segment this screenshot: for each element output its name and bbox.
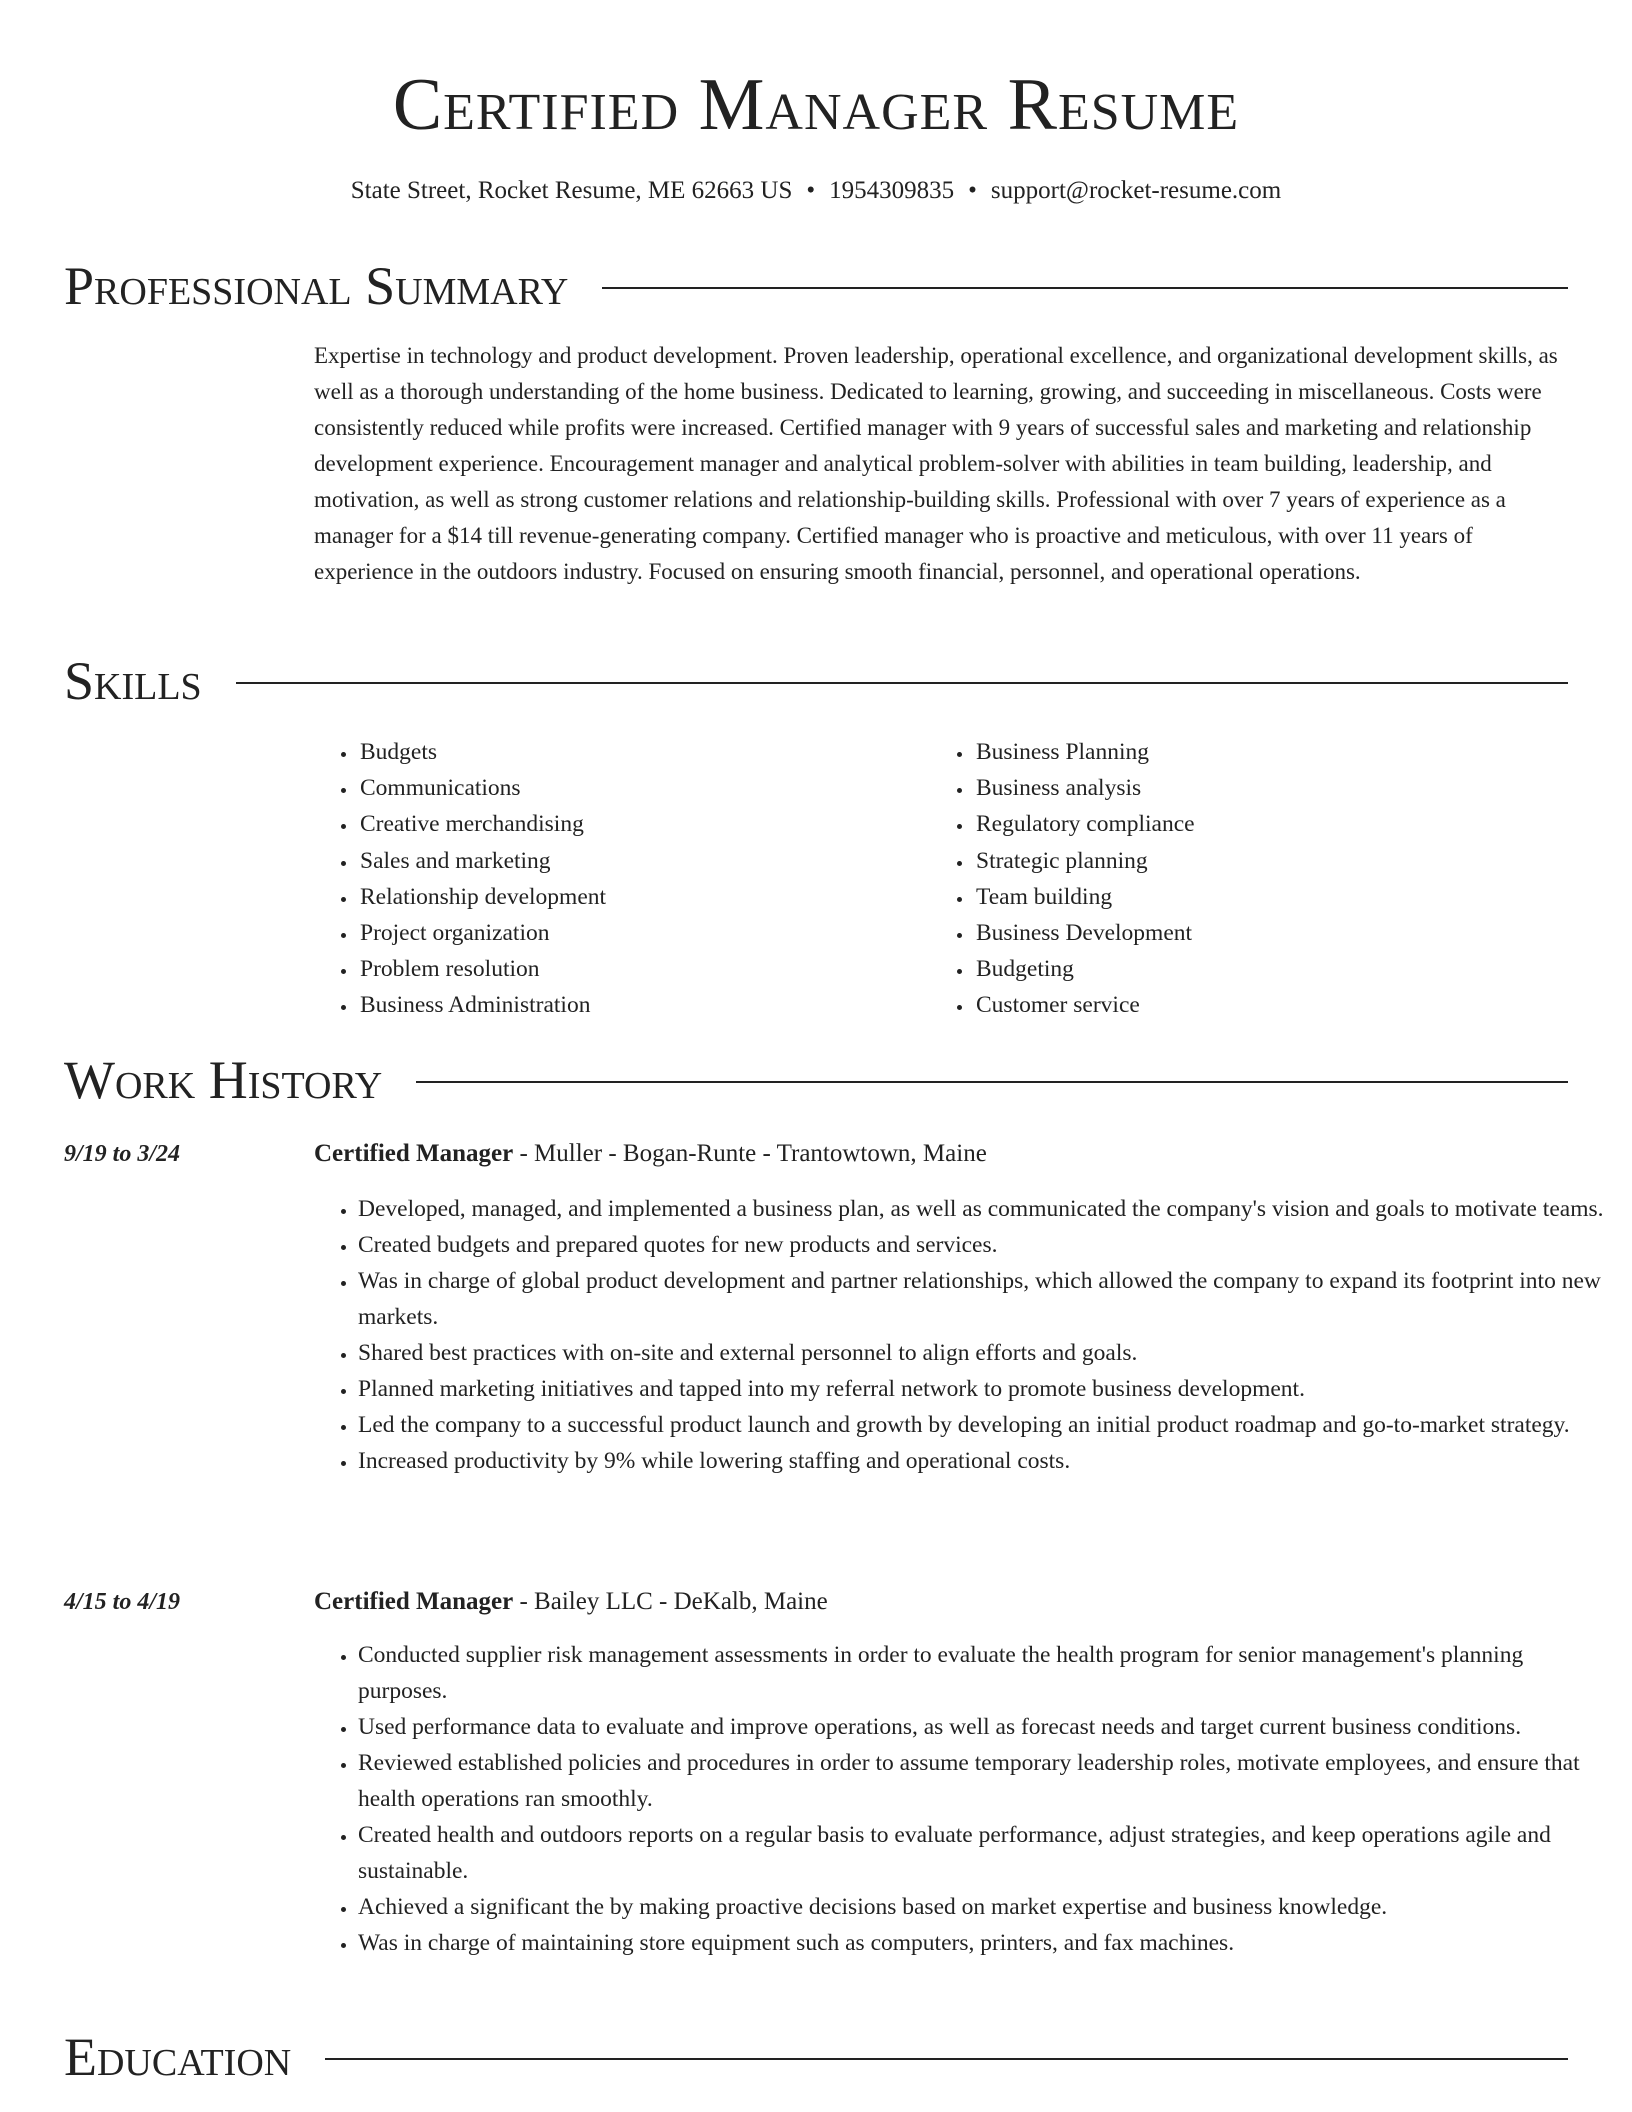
skill-item: • Customer service xyxy=(974,987,1195,1023)
skills-section-header xyxy=(64,651,1568,711)
skill-item: • Budgets xyxy=(358,734,606,770)
job-bullet: • Shared best practices with on-site and external personnel to align efforts and goals. xyxy=(358,1335,1614,1371)
summary-section-title: Professional Summary xyxy=(64,256,569,316)
job-bullet: • Developed, managed, and implemented a business plan, as well as communicated the company's vision and goals to motivate teams. xyxy=(358,1191,1614,1227)
skill-item: • Business Administration xyxy=(358,987,606,1023)
skill-item: • Project organization xyxy=(358,915,606,951)
job-dates: 4/15 to 4/19 xyxy=(64,1589,181,1615)
job-title: Certified Manager xyxy=(314,1140,514,1167)
skill-item: • Problem resolution xyxy=(358,951,606,987)
skill-item: • Relationship development xyxy=(358,879,606,915)
contact-separator: • xyxy=(968,177,977,204)
contact-separator: • xyxy=(806,177,816,204)
skills-list-right xyxy=(930,734,1195,1024)
section-divider xyxy=(325,2058,1568,2060)
skill-item: • Communications xyxy=(358,770,606,806)
job-employer-location: - Bailey LLC - DeKalb, Maine xyxy=(513,1588,828,1615)
resume-name-heading: Certified Manager Resume xyxy=(392,64,1240,146)
contact-email: support@rocket-resume.com xyxy=(990,177,1282,204)
skill-item: • Team building xyxy=(974,879,1195,915)
summary-text: Expertise in technology and product development. Proven leadership, operational excellence, and organizational development skills, as well as a thorough understanding of the home business. Dedicated to learning, growing, and succeeding in miscellaneous. Costs were consistently reduced while profits were increased. Certified manager with 9 years of successful sales and marketing and relationship development experience. Encouragement manager and analytical problem-solver with abilities in team building, leadership, and motivation, as well as strong customer relations and relationship-building skills. Professional with over 7 years of experience as a manager for a $14 till revenue-generating company. Certified manager who is proactive and meticulous, with over 11 years of experience in the outdoors industry. Focused on ensuring smooth financial, personnel, and operational operations. xyxy=(314,343,1558,584)
skill-item: • Business Development xyxy=(974,915,1195,951)
skill-item: • Budgeting xyxy=(974,951,1195,987)
skill-item: • Regulatory compliance xyxy=(974,806,1195,842)
job-bullets xyxy=(314,1637,1614,1961)
job-heading xyxy=(314,1586,828,1618)
job-bullet: • Was in charge of maintaining store equipment such as computers, printers, and fax machines. xyxy=(358,1925,1614,1961)
section-divider xyxy=(602,287,1568,289)
job-bullet: • Created budgets and prepared quotes for new products and services. xyxy=(358,1227,1614,1263)
job-heading xyxy=(314,1138,987,1170)
job-bullet: • Led the company to a successful product launch and growth by developing an initial product roadmap and go-to-market strategy. xyxy=(358,1407,1614,1443)
skill-item: • Business Planning xyxy=(974,734,1195,770)
job-title: Certified Manager xyxy=(314,1588,514,1615)
education-section-header xyxy=(64,2027,1568,2087)
job-bullets xyxy=(314,1191,1614,1479)
summary-section-header xyxy=(64,256,1568,316)
skill-item: • Strategic planning xyxy=(974,843,1195,879)
skills-section-title: Skills xyxy=(64,651,202,711)
education-section-title: Education xyxy=(64,2027,292,2087)
section-divider xyxy=(236,682,1568,684)
job-bullet: • Increased productivity by 9% while lowering staffing and operational costs. xyxy=(358,1443,1614,1479)
section-divider xyxy=(416,1081,1568,1083)
contact-phone: 1954309835 xyxy=(829,177,955,204)
job-bullet: • Planned marketing initiatives and tapped into my referral network to promote business development. xyxy=(358,1371,1614,1407)
skills-list-left xyxy=(314,734,606,1024)
job-bullet: • Created health and outdoors reports on a regular basis to evaluate performance, adjust strategies, and keep operations agile and sustainable. xyxy=(358,1817,1614,1889)
skill-item: • Creative merchandising xyxy=(358,806,606,842)
skill-item: • Business analysis xyxy=(974,770,1195,806)
job-bullet: • Was in charge of global product development and partner relationships, which allowed the company to expand its footprint into new markets. xyxy=(358,1263,1614,1335)
work-section-title: Work History xyxy=(64,1050,383,1110)
contact-address: State Street, Rocket Resume, ME 62663 US xyxy=(350,177,793,204)
job-bullet: • Conducted supplier risk management assessments in order to evaluate the health program for senior management's planning purposes. xyxy=(358,1637,1614,1709)
skill-item: • Sales and marketing xyxy=(358,843,606,879)
job-bullet: • Used performance data to evaluate and improve operations, as well as forecast needs and target current business conditions. xyxy=(358,1709,1614,1745)
job-dates: 9/19 to 3/24 xyxy=(64,1141,181,1167)
work-section-header xyxy=(64,1050,1568,1110)
job-bullet: • Achieved a significant the by making proactive decisions based on market expertise and business knowledge. xyxy=(358,1889,1614,1925)
job-bullet: • Reviewed established policies and procedures in order to assume temporary leadership roles, motivate employees, and ensure that health operations ran smoothly. xyxy=(358,1745,1614,1817)
job-employer-location: - Muller - Bogan-Runte - Trantowtown, Maine xyxy=(513,1140,987,1167)
contact-line xyxy=(0,174,1632,208)
